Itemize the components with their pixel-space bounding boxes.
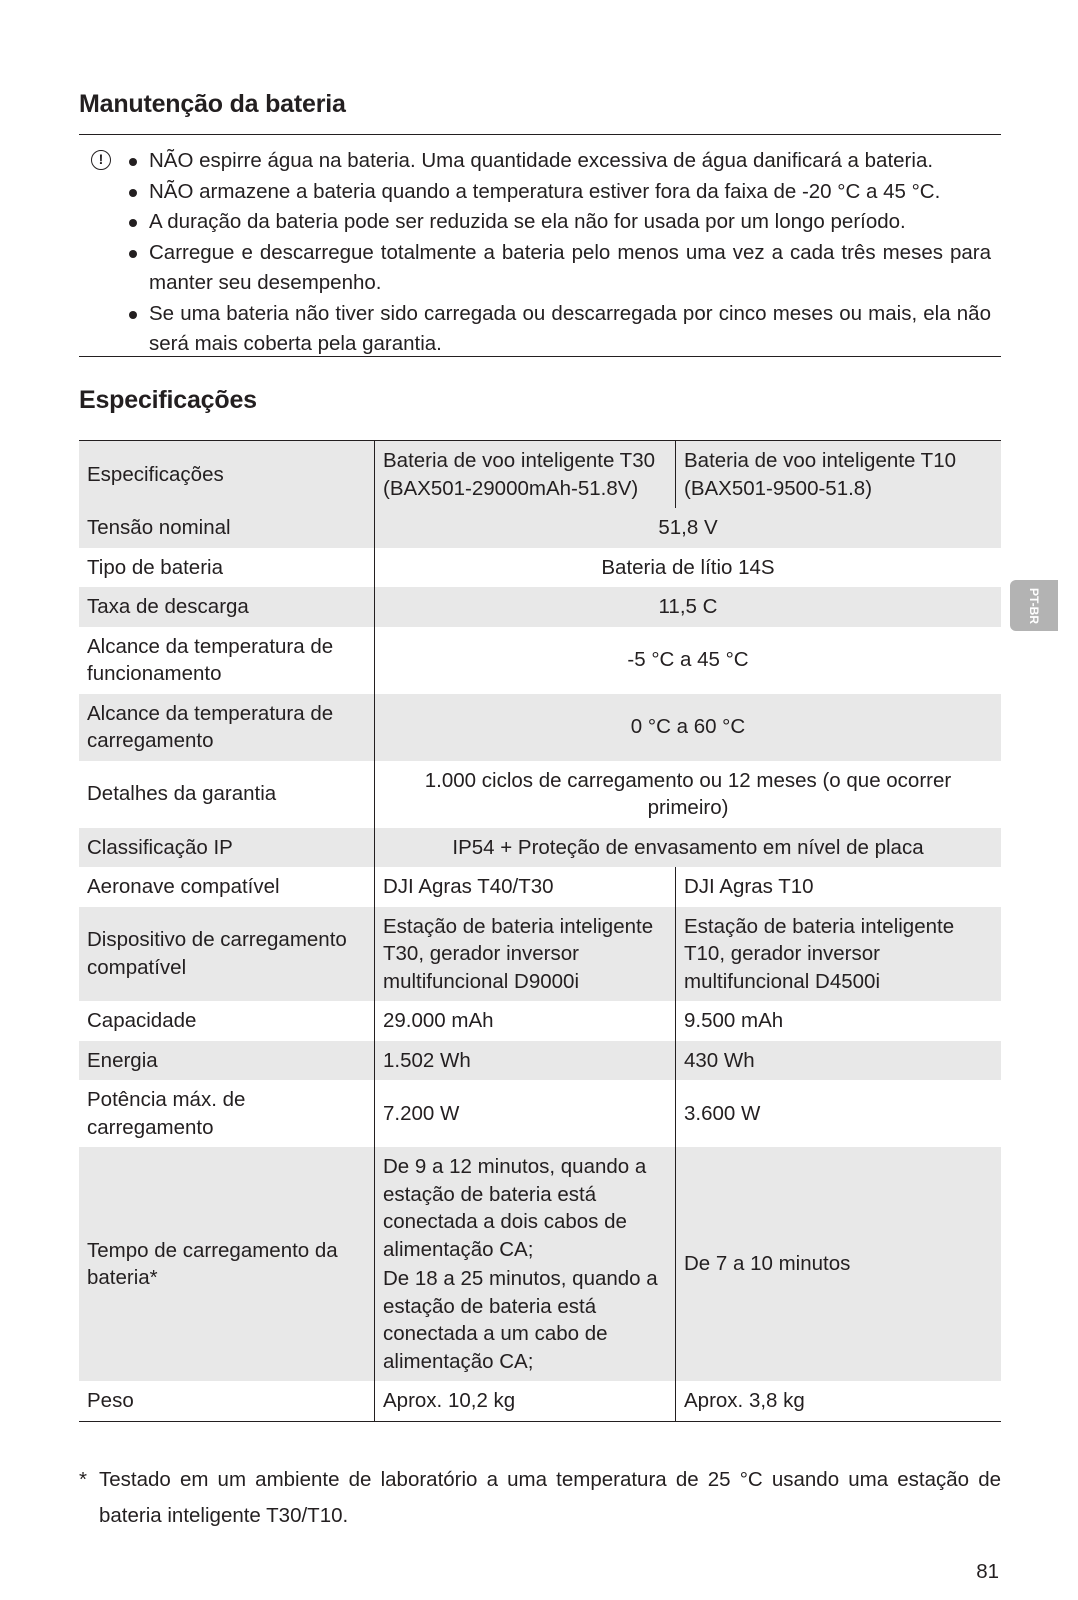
row-label: Alcance da temperatura de carregamento [79,694,375,761]
row-label: Energia [79,1041,375,1081]
bullet-item: Se uma bateria não tiver sido carregada ou descarregada por cinco meses ou mais, ela não será mais coberta pela garantia. [129,299,1001,360]
bullet-dot-icon [129,158,137,166]
row-value-t30: Estação de bateria inteligente T30, gerador inversor multifuncional D9000i [375,907,676,1002]
table-row [79,627,1001,694]
table-row [79,694,1001,761]
row-value-t10: DJI Agras T10 [676,867,1002,907]
bullet-item: Carregue e descarregue totalmente a bateria pelo menos uma vez a cada três meses para manter seu desempenho. [129,238,1001,299]
row-value-t30: 29.000 mAh [375,1001,676,1041]
table-row [79,1381,1001,1421]
row-label: Taxa de descarga [79,587,375,627]
row-value: Bateria de lítio 14S [375,548,1002,588]
table-row [79,1001,1001,1041]
row-value-t10: Estação de bateria inteligente T10, gerador inversor multifuncional D4500i [676,907,1002,1002]
row-value-t30: Aprox. 10,2 kg [375,1381,676,1421]
row-value: 0 °C a 60 °C [375,694,1002,761]
row-value-t10: 9.500 mAh [676,1001,1002,1041]
row-label: Alcance da temperatura de funcionamento [79,627,375,694]
row-value: -5 °C a 45 °C [375,627,1002,694]
row-label: Potência máx. de carregamento [79,1080,375,1147]
row-label: Tipo de bateria [79,548,375,588]
bullet-item: A duração da bateria pode ser reduzida se ela não for usada por um longo período. [129,207,1001,238]
top-rule [79,134,1001,135]
footnote [79,1462,1001,1534]
bullet-dot-icon [129,189,137,197]
bullet-item: NÃO espirre água na bateria. Uma quantidade excessiva de água danificará a bateria. [129,146,1001,177]
row-value: 11,5 C [375,587,1002,627]
header-label: Especificações [79,441,375,509]
row-value-t30 [375,1147,676,1381]
table-row [79,548,1001,588]
section-title-maintenance: Manutenção da bateria [79,90,346,118]
table-row [79,1080,1001,1147]
table-row [79,1041,1001,1081]
row-value: 51,8 V [375,508,1002,548]
bullet-dot-icon [129,219,137,227]
row-label: Tempo de carregamento da bateria* [79,1147,375,1381]
row-value-t30: DJI Agras T40/T30 [375,867,676,907]
footnote-marker: * [79,1468,87,1491]
table-header-row [79,441,1001,509]
row-value-t10: 430 Wh [676,1041,1002,1081]
maintenance-notice [79,146,1001,360]
row-value-t10: 3.600 W [676,1080,1002,1147]
table-row [79,867,1001,907]
language-tab-label: PT-BR [1027,587,1041,624]
row-value-t30: 1.502 Wh [375,1041,676,1081]
row-label: Classificação IP [79,828,375,868]
row-value-t10: Aprox. 3,8 kg [676,1381,1002,1421]
table-row [79,508,1001,548]
row-value-t10: De 7 a 10 minutos [676,1147,1002,1381]
charge-time-two-cables: De 9 a 12 minutos, quando a estação de bateria está conectada a dois cabos de alimentação CA; [383,1155,647,1261]
row-value: 1.000 ciclos de carregamento ou 12 meses (o que ocorrer primeiro) [375,761,1002,828]
bullet-item: NÃO armazene a bateria quando a temperatura estiver fora da faixa de -20 °C a 45 °C. [129,177,1001,208]
table-row [79,761,1001,828]
bottom-rule [79,356,1001,357]
maintenance-bullet-list [79,146,1001,360]
table-row [79,587,1001,627]
row-value: IP54 + Proteção de envasamento em nível de placa [375,828,1002,868]
row-label: Detalhes da garantia [79,761,375,828]
row-label: Aeronave compatível [79,867,375,907]
page-number: 81 [976,1560,999,1583]
table-row [79,907,1001,1002]
section-title-specs: Especificações [79,386,257,414]
header-t30: Bateria de voo inteligente T30 (BAX501-29000mAh-51.8V) [375,441,676,509]
row-value-t30: 7.200 W [375,1080,676,1147]
footnote-text: Testado em um ambiente de laboratório a uma temperatura de 25 °C usando uma estação de bateria inteligente T30/T10. [99,1468,1001,1527]
row-label: Tensão nominal [79,508,375,548]
row-label: Dispositivo de carregamento compatível [79,907,375,1002]
table-row [79,828,1001,868]
exclamation-circle-icon: ! [91,150,111,170]
row-label: Capacidade [79,1001,375,1041]
charge-time-one-cable: De 18 a 25 minutos, quando a estação de bateria está conectada a um cabo de alimentação CA; [383,1267,658,1373]
header-t10: Bateria de voo inteligente T10 (BAX501-9500-51.8) [676,441,1002,509]
specs-table [79,440,1001,1422]
language-tab [1010,580,1058,631]
table-row [79,1147,1001,1381]
row-label: Peso [79,1381,375,1421]
bullet-dot-icon [129,311,137,319]
bullet-dot-icon [129,250,137,258]
